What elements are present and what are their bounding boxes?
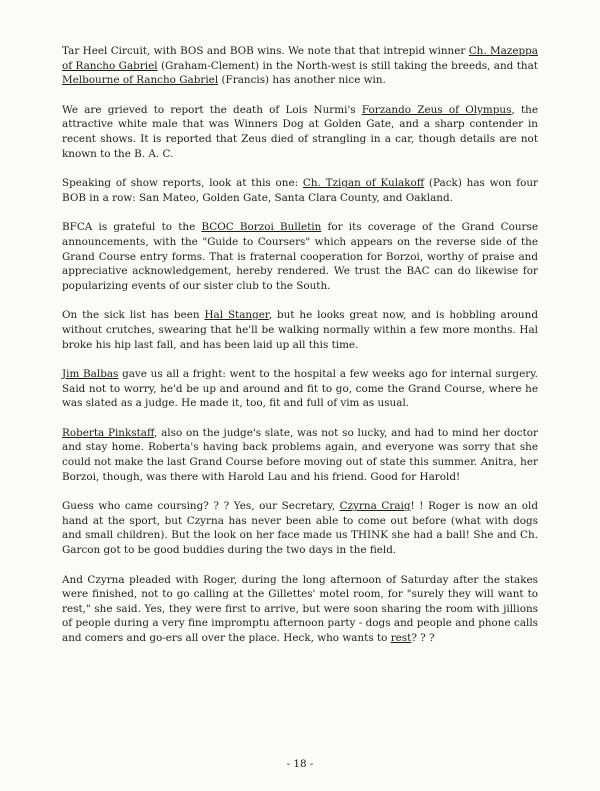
text-run: We are grieved to report the death of Lois Nurmi's bbox=[62, 103, 362, 116]
paragraph-5 bbox=[62, 308, 538, 352]
text-run: (Francis) has another nice win. bbox=[218, 74, 386, 87]
person-name-roberta-pinkstaff: Roberta Pinkstaff bbox=[62, 426, 155, 439]
text-run: (Graham-Clement) in the North-west is still taking the breeds, and that bbox=[157, 59, 538, 72]
paragraph-7 bbox=[62, 426, 538, 484]
text-run: Tar Heel Circuit, with BOS and BOB wins. We note that that intrepid winner bbox=[62, 45, 469, 57]
newsletter-column bbox=[62, 44, 538, 646]
dog-name-mazeppa: Ch. Mazeppa of Rancho Gabriel bbox=[62, 45, 538, 72]
paragraph-2 bbox=[62, 103, 538, 161]
text-run: Speaking of show reports, look at this one: bbox=[62, 177, 303, 190]
text-run: , also on the judge's slate, was not so lucky, and had to mind her doctor and stay home. Roberta's having back problems again, and everyone was sorry that she could not make the last Grand Course before moving out of state this summer. Anitra, her Borzoi, though, was there with Harold Lau and his friend. Good for Harold! bbox=[62, 426, 538, 483]
text-run: BFCA is grateful to the bbox=[62, 221, 202, 234]
person-name-czyrna-craig: Czyrna Craig bbox=[339, 500, 411, 513]
publication-title: BCOC Borzoi Bulletin bbox=[201, 221, 322, 234]
person-name-jim-balbas: Jim Balbas bbox=[62, 368, 119, 381]
emphasis-rest: rest bbox=[390, 632, 412, 644]
dog-name-melbourne: Melbourne of Rancho Gabriel bbox=[62, 74, 219, 87]
text-run: , the attractive white male that was Winners Dog at Golden Gate, and a sharp contender in recent shows. It is reported that Zeus died of strangling in a car, though details are not known to the B. A. C. bbox=[62, 103, 538, 160]
dog-name-zeus: Forzando Zeus of Olympus bbox=[361, 103, 512, 116]
dog-name-tzigan: Ch. Tzigan of Kulakoff bbox=[302, 177, 425, 190]
text-run: gave us all a fright: went to the hospital a few weeks ago for internal surgery. Said not to worry, he'd be up and around and fit to go, come the Grand Course, where he was slated as a judge. He made it, too, fit and full of vim as usual. bbox=[62, 368, 538, 410]
paragraph-3 bbox=[62, 176, 538, 205]
person-name-hal-stanger: Hal Stanger bbox=[204, 309, 269, 322]
text-run: , but he looks great now, and is hobbling around without crutches, swearing that he'll be walking normally within a few more months. Hal broke his hip last fall, and has been laid up all this time. bbox=[62, 309, 538, 351]
text-run: for its coverage of the Grand Course announcements, with the "Guide to Coursers" which appears on the reverse side of the Grand Course entry forms. That is fraternal cooperation for Borzoi, worthy of praise and appreciative acknowledgement, hereby rendered. We trust the BAC can do likewise for popularizing events of our sister club to the South. bbox=[62, 221, 538, 292]
paragraph-6 bbox=[62, 367, 538, 411]
page-number: - 18 - bbox=[286, 758, 314, 770]
text-run: (Pack) has won four BOB in a row: San Mateo, Golden Gate, Santa Clara County, and Oakland. bbox=[62, 177, 538, 204]
text-run: Guess who came coursing? ? ? Yes, our Secretary, bbox=[62, 500, 340, 513]
text-run: And Czyrna pleaded with Roger, during the long afternoon of Saturday after the stakes were finished, not to go calling at the Gillettes' motel room, for "surely they will want to rest," she said. Yes, they were first to arrive, but were soon sharing the room with jillions of people during a very fine impromptu afternoon party - dogs and people and phone calls and comers and go-ers all over the place. Heck, who wants to bbox=[62, 573, 538, 644]
text-run: ! ! Roger is now an old hand at the sport, but Czyrna has never been able to come out before (what with dogs and small children). But the look on her face made us THINK she had a ball! She and Ch. Garcon got to be good buddies during the two days in the field. bbox=[62, 500, 538, 557]
paragraph-9 bbox=[62, 573, 538, 646]
text-run: ? ? ? bbox=[411, 632, 435, 644]
paragraph-1 bbox=[62, 44, 538, 88]
paragraph-4 bbox=[62, 220, 538, 293]
paragraph-8 bbox=[62, 499, 538, 557]
text-run: On the sick list has been bbox=[62, 309, 205, 322]
